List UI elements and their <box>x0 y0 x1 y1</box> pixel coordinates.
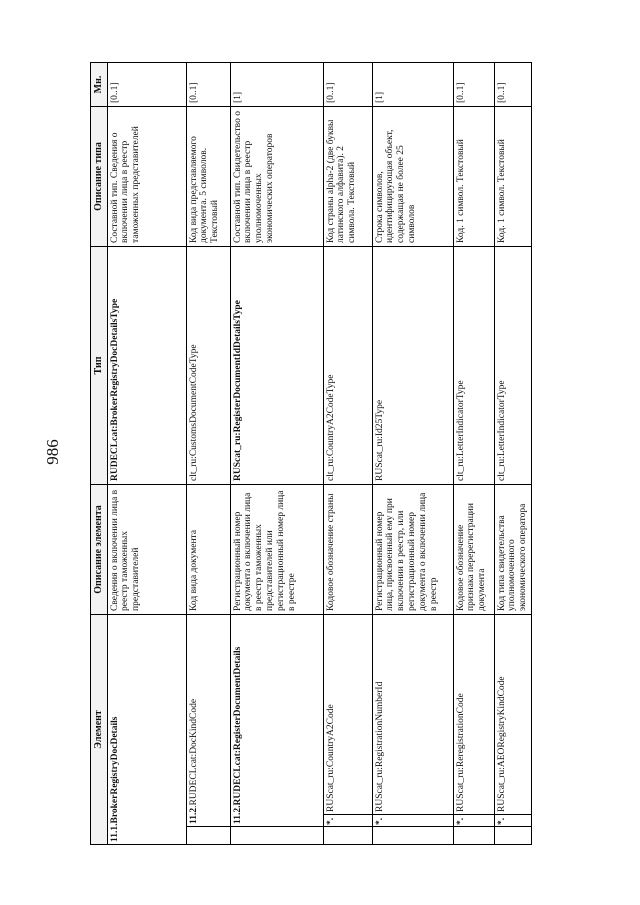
header-element: Элемент <box>91 614 108 844</box>
row-type: clt_ru:CustomsDocumentCodeType <box>186 246 230 484</box>
row-multiplicity: [0..1] <box>107 62 186 106</box>
row-type-description: Составной тип. Сведения о включении лица в реестр таможенных представителей <box>107 106 186 246</box>
row-element-name: RUScat_ru:CountryA2Code <box>323 614 372 814</box>
row-type: clt_ru:CountryA2CodeType <box>323 246 372 484</box>
table-row <box>230 62 323 844</box>
row-number: *. <box>453 815 494 827</box>
row-description: Регистрационный номер документа о включении лица в реестр таможенных представителей или регистрационный номер лица в реестре <box>230 484 323 614</box>
row-element-name: RUDECLcat:RegisterDocumentDetails <box>232 646 243 806</box>
row-type: RUScat_ru:RegisterDocumentIdDetailsType <box>230 246 323 484</box>
row-number: 11.1 <box>109 825 120 842</box>
row-element-name: RUDECLcat:DocKindCode <box>188 698 199 806</box>
row-description: Сведения о включении лица в реестр таможенных представителей <box>107 484 186 614</box>
row-type-description: Код страны alpha-2 (две буквы латинского алфавита). 2 символа. Текстовый <box>323 106 372 246</box>
header-description: Описание элемента <box>91 484 108 614</box>
row-type-description: Составной тип. Свидетельство о включении лица в реестр уполномоченных экономических операторов <box>230 106 323 246</box>
header-type: Тип <box>91 246 108 484</box>
table-row <box>323 62 372 844</box>
row-element-cell: 11.2.RUDECLcat:RegisterDocumentDetails <box>230 614 323 826</box>
row-element-name: RUScat_ru:RegistrationNumberId <box>372 614 453 814</box>
row-multiplicity: [0..1] <box>453 62 494 106</box>
row-element-cell: 11.2.RUDECLcat:DocKindCode <box>186 614 230 826</box>
row-indent-cell <box>323 827 372 845</box>
row-type: RUScat_ru:Id25Type <box>372 246 453 484</box>
row-element-name: RUScat_ru:ReregistrationCode <box>453 614 494 814</box>
row-type-description: Код. 1 символ. Текстовый <box>494 106 532 246</box>
row-multiplicity: [1] <box>372 62 453 106</box>
row-type-description: Строка символов, идентифицирующая объект, содержащая не более 25 символов <box>372 106 453 246</box>
row-number: 11.2 <box>188 807 199 824</box>
row-type: RUDECLcat:BrokerRegistryDocDetailsType <box>107 246 186 484</box>
row-indent-cell <box>372 827 453 845</box>
row-type-description: Код. 1 символ. Текстовый <box>453 106 494 246</box>
row-indent-cell <box>494 827 532 845</box>
row-indent-cell <box>453 827 494 845</box>
header-row <box>91 62 108 844</box>
row-description: Кодовое обозначение признака перерегистрации документа <box>453 484 494 614</box>
row-number: 11.2 <box>232 807 243 824</box>
row-number: *. <box>323 815 372 827</box>
row-description: Регистрационный номер лица, присвоенный ему при включении в реестр, или регистрационный номер документа о включении лица в реестр <box>372 484 453 614</box>
row-description: Код типа свидетельства уполномоченного экономического оператора <box>494 484 532 614</box>
rotated-page-content <box>90 63 529 845</box>
row-number: *. <box>494 815 532 827</box>
table-row <box>494 62 532 844</box>
row-description: Кодовое обозначение страны <box>323 484 372 614</box>
header-multiplicity: Мн. <box>91 62 108 106</box>
element-spec-table <box>90 62 532 845</box>
table-row <box>186 62 230 844</box>
table-row <box>453 62 494 844</box>
row-number: *. <box>372 815 453 827</box>
table-row <box>372 62 453 844</box>
row-description: Код вида документа <box>186 484 230 614</box>
rotated-table-wrapper <box>90 63 640 842</box>
row-type: clt_ru:LetterIndicatorType <box>453 246 494 484</box>
row-element-name: RUScat_ru:AEORegistryKindCode <box>494 614 532 814</box>
page-number: 986 <box>43 439 62 465</box>
table-row <box>107 62 186 844</box>
row-element-cell: 11.1.BrokerRegistryDocDetails <box>107 614 186 844</box>
row-multiplicity: [0..1] <box>186 62 230 106</box>
row-type: clt_ru:LetterIndicatorType <box>494 246 532 484</box>
row-multiplicity: [0..1] <box>494 62 532 106</box>
row-multiplicity: [0..1] <box>323 62 372 106</box>
row-indent-cell <box>230 827 323 845</box>
row-element-name: BrokerRegistryDocDetails <box>109 716 120 824</box>
row-multiplicity: [1] <box>230 62 323 106</box>
row-indent-cell <box>186 827 230 845</box>
row-type-description: Код вида представляемого документа. 5 символов. Текстовый <box>186 106 230 246</box>
header-type-description: Описание типа <box>91 106 108 246</box>
